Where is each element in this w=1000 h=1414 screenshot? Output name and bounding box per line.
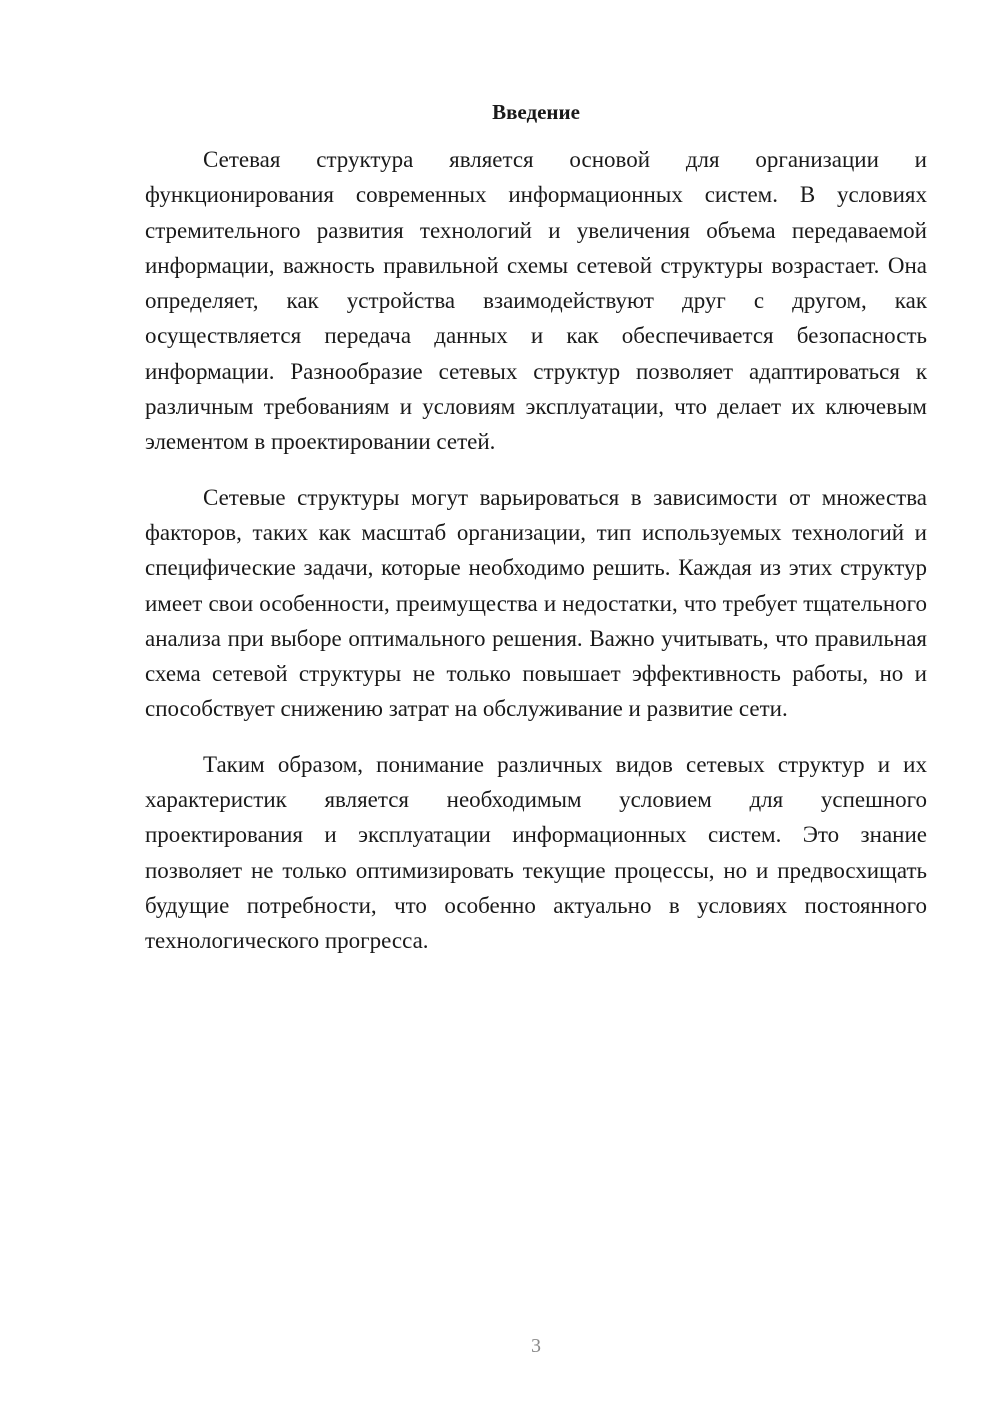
- paragraph-1: Сетевая структура является основой для организации и функционирования современных информационных систем. В условиях стремительного развития технологий и увеличения объема передаваемой информации, важность правильной схемы сетевой структуры возрастает. Она определяет, как устройства взаимодействуют друг с другом, как осуществляется передача данных и как обеспечивается безопасность информации. Разнообразие сетевых структур позволяет адаптироваться к различным требованиям и условиям эксплуатации, что делает их ключевым элементом в проектировании сетей.: [145, 147, 927, 455]
- body-text: [145, 142, 927, 979]
- paragraph-2: Сетевые структуры могут варьироваться в зависимости от множества факторов, таких как масштаб организации, тип используемых технологий и специфические задачи, которые необходимо решить. Каждая из этих структур имеет свои особенности, преимущества и недостатки, что требует тщательного анализа при выборе оптимального решения. Важно учитывать, что правильная схема сетевой структуры не только повышает эффективность работы, но и способствует снижению затрат на обслуживание и развитие сети.: [145, 484, 927, 722]
- section-heading: Введение: [492, 100, 580, 124]
- paragraph-3: Таким образом, понимание различных видов сетевых структур и их характеристик является необходимым условием для успешного проектирования и эксплуатации информационных систем. Это знание позволяет не только оптимизировать текущие процессы, но и предвосхищать будущие потребности, что особенно актуально в условиях постоянного технологического прогресса.: [145, 751, 927, 954]
- page-number: 3: [531, 1335, 541, 1357]
